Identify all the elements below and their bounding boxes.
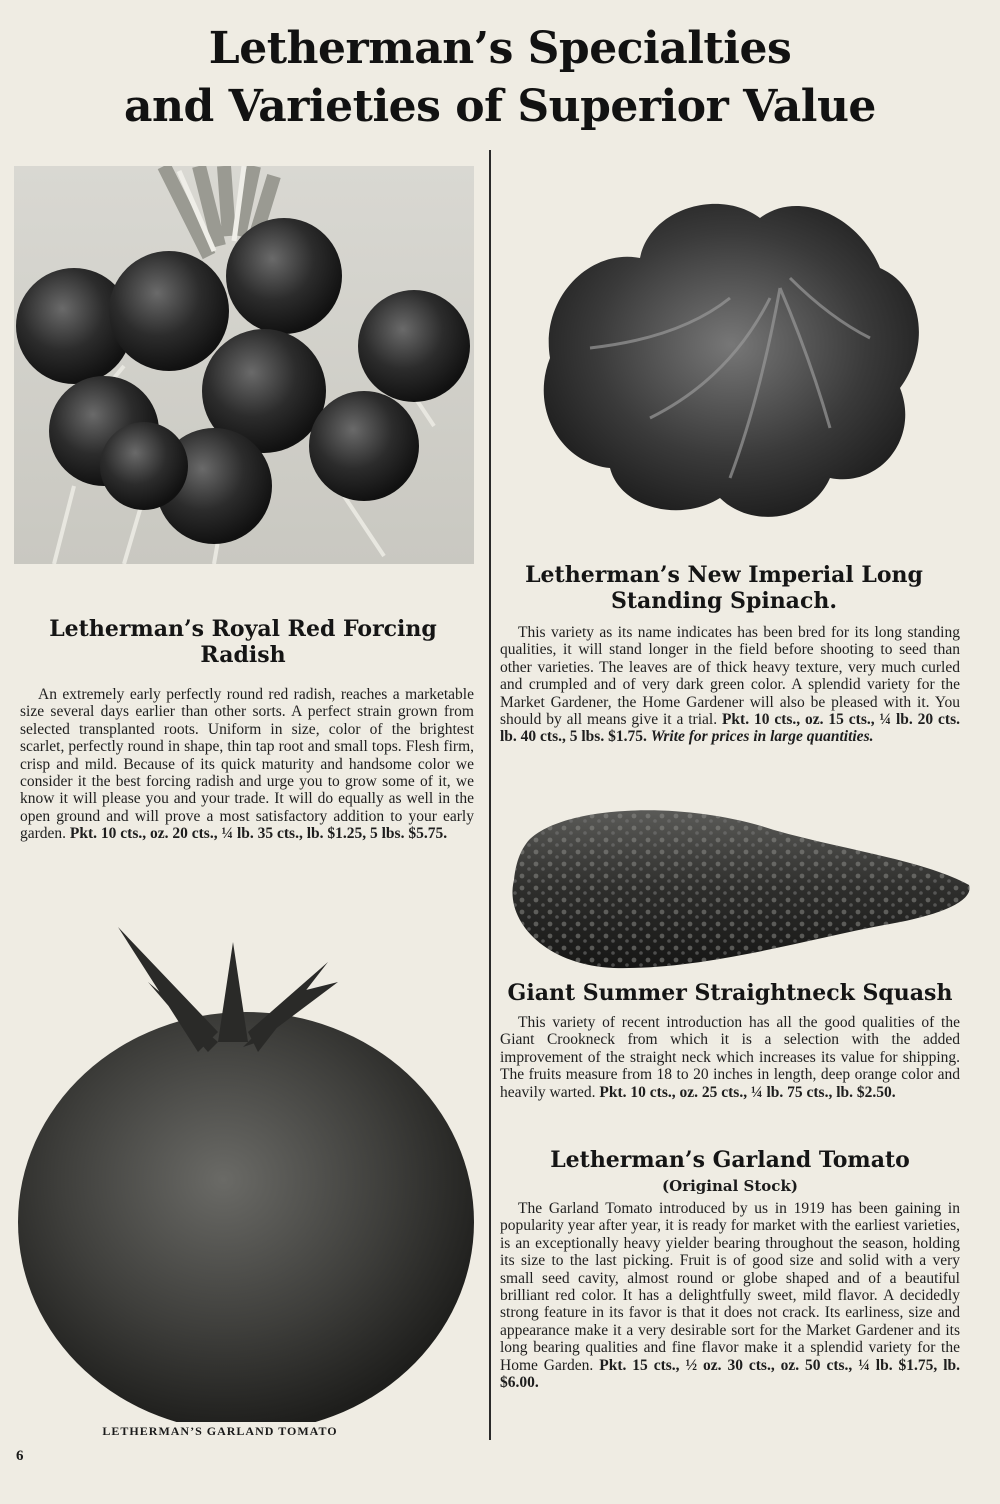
spinach-photo — [530, 178, 930, 528]
tomato-subheading: (Original Stock) — [662, 1177, 798, 1195]
squash-photo — [504, 800, 974, 972]
page-number: 6 — [16, 1448, 24, 1464]
spinach-description — [500, 624, 960, 746]
spinach-body-text: This variety as its name indicates has been bred for its long standing qualities, it will stand longer in the field before shooting to seed than other varieties. The leaves are of thick heavy texture, very much curled and crumpled and of very dark green color. A splendid variety for the Market Gardener, the Home Gardener will also be pleased with it. You should by all means give it a trial. — [500, 624, 960, 729]
radish-photo — [14, 166, 474, 564]
squash-price: Pkt. 10 cts., oz. 25 cts., ¼ lb. 75 cts., lb. $2.50. — [599, 1083, 896, 1101]
squash-body-text: This variety of recent introduction has all the good qualities of the Giant Crookneck from which it is a selection with the added improvement of the straight neck which increases its value for shipping. The fruits measure from 18 to 20 inches in length, deep orange color and heavily warted. — [500, 1014, 960, 1101]
tomato-photo — [18, 922, 478, 1422]
squash-heading: Giant Summer Straightneck Squash — [507, 980, 953, 1006]
tomato-body-text: The Garland Tomato introduced by us in 1919 has been gaining in popularity year after year, it is ready for market with the earliest varieties, is an exceptionally heavy yielder bearing throughout the season, holding its size to the last picking. Fruit is of good size and solid with a very small seed cavity, almost round or globe shaped and of a beautiful brilliant red color. It has a delightfully sweet, mild flavor. A decidedly strong feature in its favor is that it does not crack. Its earliness, size and appearance make it a very desirable sort for the Market Gardener and its long bearing qualities and fine flavor make it a splendid variety for the Home Garden. — [500, 1200, 960, 1374]
spinach-price: Pkt. 10 cts., oz. 15 cts., ¼ lb. 20 cts. lb. 40 cts., 5 lbs. $1.75. — [500, 711, 961, 746]
page-title-line-2: and Varieties of Superior Value — [124, 81, 876, 132]
radish-body-text: An extremely early perfectly round red radish, reaches a marketable size several days earlier than other sorts. A perfect strain grown from selected transplanted roots. Uniform in size, color of the brightest scarlet, perfectly round in shape, thin tap root and small tops. Flesh firm, crisp and mild. Because of its quick maturity and handsome color we consider it the best forcing radish and urge you to grow some of it, we know it will please you and your trade. It will do equally as well in the open ground and will prove a most satisfactory addition to your early garden. — [20, 686, 474, 843]
radish-heading: Letherman’s Royal Red Forcing Radish — [49, 616, 437, 668]
tomato-price: Pkt. 15 cts., ½ oz. 30 cts., oz. 50 cts., ¼ lb. $1.75, lb. $6.00. — [500, 1356, 960, 1392]
tomato-heading: Letherman’s Garland Tomato — [550, 1147, 910, 1173]
radish-price: Pkt. 10 cts., oz. 20 cts., ¼ lb. 35 cts., lb. $1.25, 5 lbs. $5.75. — [69, 825, 448, 843]
radish-description — [20, 686, 474, 843]
column-divider — [489, 150, 491, 1440]
tomato-photo-caption: LETHERMAN’S GARLAND TOMATO — [102, 1424, 338, 1438]
squash-description — [500, 1014, 960, 1101]
spinach-heading: Letherman’s New Imperial Long Standing Spinach. — [525, 562, 923, 614]
page-title — [0, 20, 1000, 136]
spinach-note: Write for prices in large quantities. — [650, 728, 874, 746]
tomato-description — [500, 1200, 960, 1391]
page-title-line-1: Letherman’s Specialties — [208, 23, 792, 74]
